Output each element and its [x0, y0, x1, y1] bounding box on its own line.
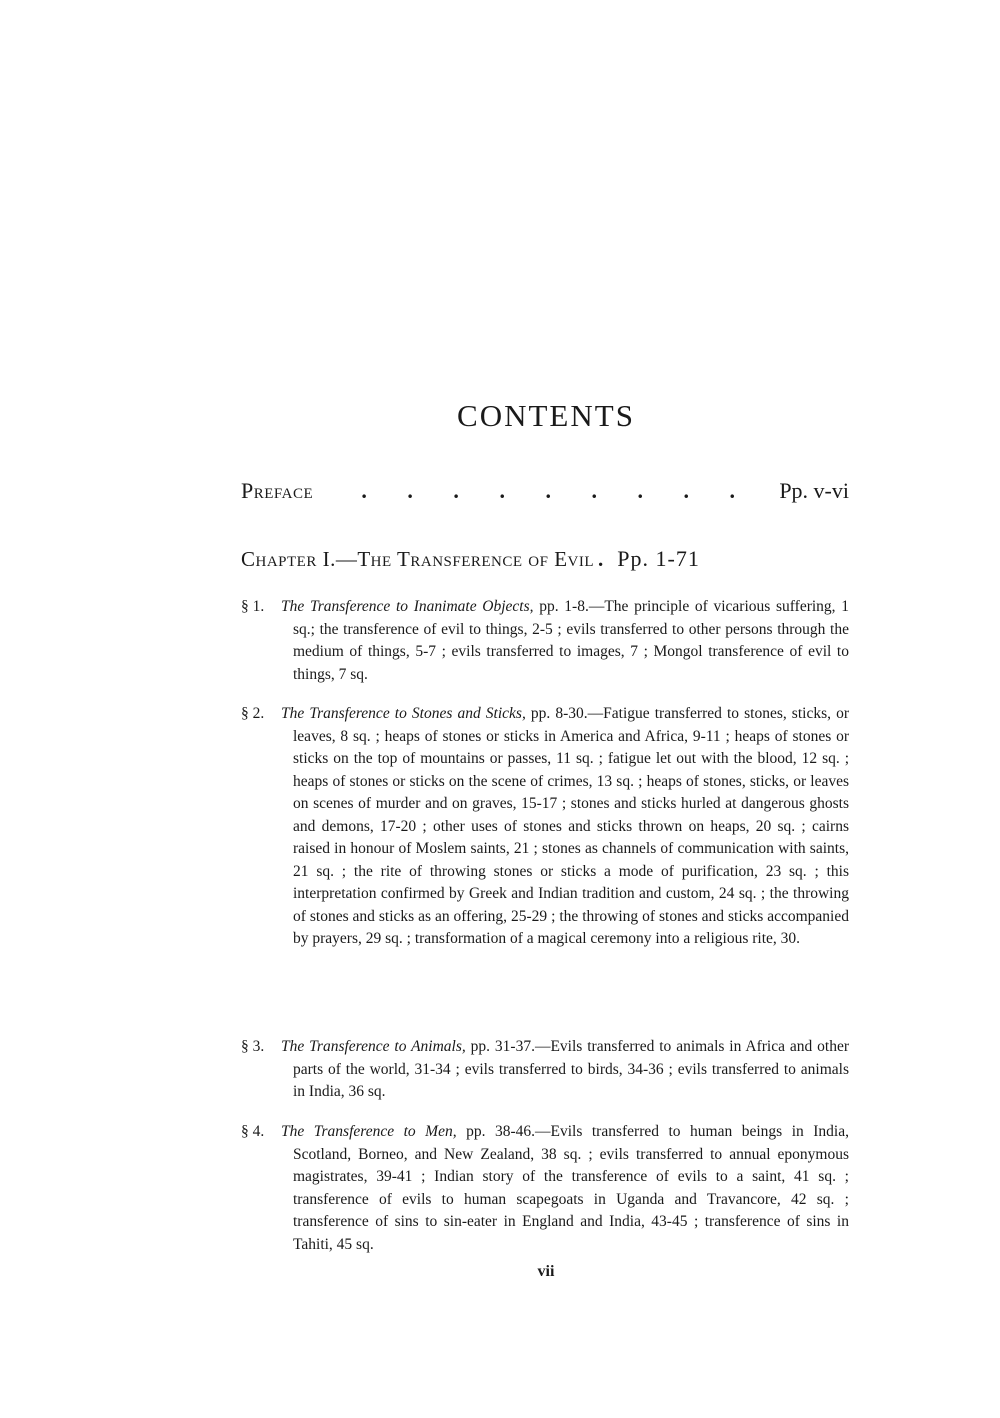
section-number: § 4. [241, 1123, 265, 1140]
page-title: CONTENTS [457, 398, 635, 433]
section-entry-1 [241, 596, 849, 686]
section-summary: pp. 38-46.—Evils transferred to human beings in India, Scotland, Borneo, and New Zealand, 38 sq. ; evils transferred to annual eponymous magistrates, 39-41 ; Indian story of the transference of evils to a saint, 41 sq. ; transference of evils to human scapegoats in Uganda and Travancore, 42 sq. ; transference of sins to sin-eater in England and India, 43-45 ; transference of sins in Tahiti, 45 sq. [293, 1123, 849, 1253]
section-number: § 1. [241, 598, 265, 615]
preface-label: Preface [241, 478, 314, 503]
section-number: § 2. [241, 705, 265, 722]
section-title: The Transference to Animals, [281, 1038, 466, 1055]
preface-pages: Pp. v-vi [779, 478, 849, 503]
page-number: vii [537, 1263, 555, 1280]
dot-leader: . [598, 547, 604, 571]
chapter-label: Chapter I.—The Transference of Evil [241, 547, 595, 571]
section-summary: pp. 8-30.—Fatigue transferred to stones, sticks, or leaves, 8 sq. ; heaps of stones or sticks in America and Africa, 9-11 ; heaps of stones or sticks on the top of mountains or passes, 11 sq. ; fatigue let out with the blood, 12 sq. ; heaps of stones or sticks on the scene of crimes, 13 sq. ; heaps of stones, sticks, or leaves on scenes of murder and on graves, 15-17 ; stones and sticks hurled at dangerous ghosts and demons, 17-20 ; other uses of stones and sticks thrown on heaps, 20 sq. ; cairns raised in honour of Moslem saints, 21 ; stones as channels of communication with saints, 21 sq. ; the rite of throwing stones or sticks a mode of purification, 23 sq. ; this interpretation confirmed by Greek and Indian tradition and custom, 24 sq. ; the throwing of stones and sticks as an offering, 25-29 ; the throwing of stones and sticks accompanied by prayers, 29 sq. ; transformation of a magical ceremony into a religious rite, 30. [293, 705, 849, 947]
section-number: § 3. [241, 1038, 265, 1055]
section-entry-3 [241, 1036, 849, 1104]
section-summary: pp. 31-37.—Evils transferred to animals in Africa and other parts of the world, 31-34 ; evils transferred to birds, 34-36 ; evils transferred to animals in India, 36 sq. [293, 1038, 849, 1100]
toc-entry-chapter-1 [241, 546, 849, 572]
section-title: The Transference to Stones and Sticks, [281, 705, 526, 722]
section-entry-2 [241, 703, 849, 951]
chapter-pages: Pp. 1-71 [617, 546, 700, 571]
section-entry-4 [241, 1121, 849, 1256]
section-title: The Transference to Inanimate Objects, [281, 598, 534, 615]
dot-leader: . . . . . . . . . [361, 478, 736, 503]
section-title: The Transference to Men, [281, 1123, 457, 1140]
section-summary: pp. 1-8.—The principle of vicarious suffering, 1 sq.; the transference of evil to things, 2-5 ; evils transferred to other persons through the medium of things, 5-7 ; evils transferred to images, 7 ; Mongol transference of evil to things, 7 sq. [293, 598, 849, 683]
toc-entry-preface [241, 478, 849, 504]
